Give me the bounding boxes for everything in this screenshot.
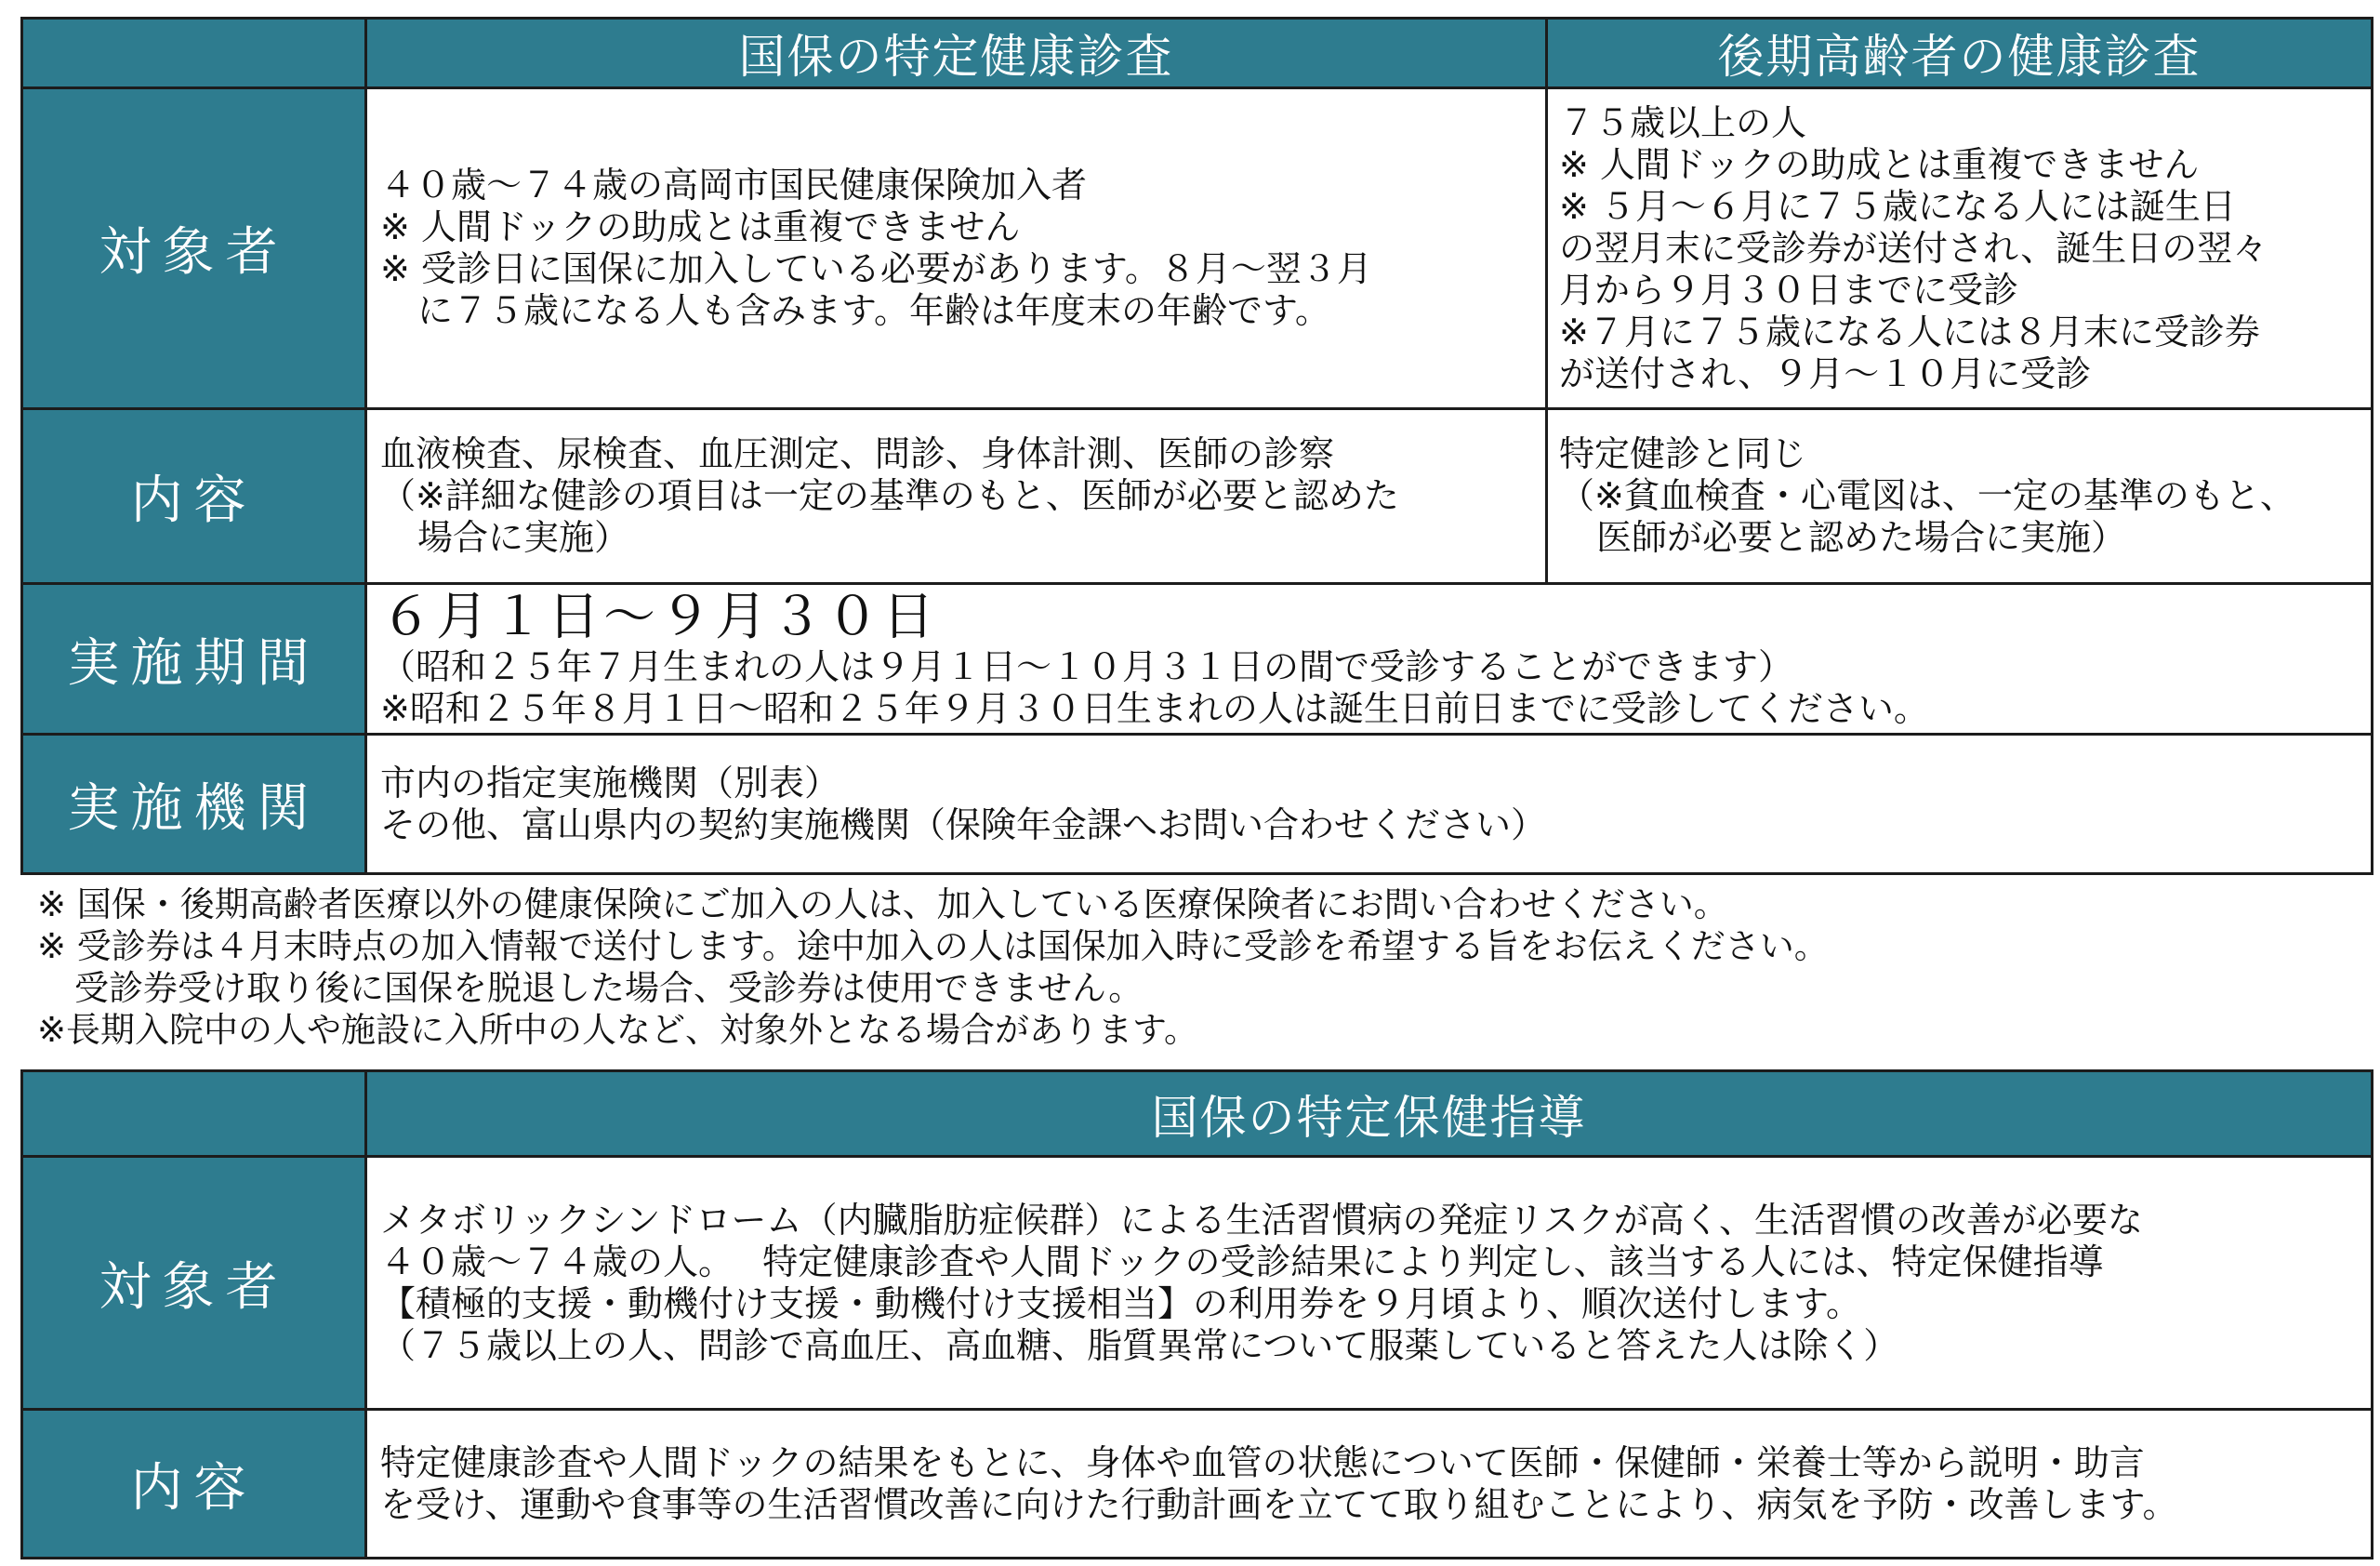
- text-line: ７５歳以上の人: [1559, 101, 1807, 143]
- shido-naiyo-cell: [366, 1410, 2373, 1559]
- text-line: ※昭和２５年８月１日～昭和２５年９月３０日生まれの人は誕生日前日までに受診してください。: [380, 687, 1929, 729]
- naiyo-kokuho-cell: [366, 409, 1547, 584]
- header-kokuho: 国保の特定健康診査: [366, 19, 1547, 88]
- row-label-taishosha: 対象者: [22, 1157, 366, 1410]
- period-main: ６月１日～９月３０日: [380, 586, 938, 647]
- text-line: 特定健診と同じ: [1559, 433, 1807, 474]
- shido-taishosha-cell: [366, 1157, 2373, 1410]
- header-shido: 国保の特定保健指導: [366, 1071, 2373, 1157]
- text-line: （昭和２５年７月生まれの人は９月１日～１０月３１日の間で受診することができます）: [380, 645, 1794, 687]
- text-line: 【積極的支援・動機付け支援・動機付け支援相当】の利用券を９月頃より、順次送付します。: [380, 1282, 1861, 1324]
- note-line: 受診券受け取り後に国保を脱退した場合、受診券は使用できません。: [74, 968, 1144, 1008]
- text-line: 市内の指定実施機関（別表）: [380, 762, 840, 803]
- text-line: ※ 人間ドックの助成とは重複できません: [380, 206, 1021, 247]
- text-line: 月から９月３０日までに受診: [1559, 269, 2019, 311]
- row-label-taishosha: 対象者: [22, 88, 366, 409]
- text-line: ※ 人間ドックの助成とは重複できません: [1559, 143, 2200, 185]
- text-line: 医師が必要と認めた場合に実施）: [1596, 517, 2127, 558]
- note-line: ※ 受診券は４月末時点の加入情報で送付します。途中加入の人は国保加入時に受診を希望する旨をお伝えください。: [37, 926, 1829, 966]
- row-label-naiyo: 内容: [22, 409, 366, 584]
- text-line: （７５歳以上の人、問診で高血圧、高血糖、脂質異常について服薬していると答えた人は除く）: [380, 1324, 1899, 1366]
- text-line: ４０歳～７４歳の人。 特定健康診査や人間ドックの受診結果により判定し、該当する人には、特定保健指導: [380, 1241, 2104, 1282]
- text-line: ※７月に７５歳になる人には８月末に受診券: [1559, 311, 2260, 352]
- text-line: その他、富山県内の契約実施機関（保険年金課へお問い合わせください）: [380, 803, 1547, 845]
- text-line: （※貧血検査・心電図は、一定の基準のもと、: [1559, 475, 2295, 516]
- text-line: が送付され、９月～１０月に受診: [1559, 352, 2092, 394]
- kenshin-table: [20, 17, 2373, 875]
- row-label-kikan: 実施期間: [22, 584, 366, 735]
- text-line: 特定健康診査や人間ドックの結果をもとに、身体や血管の状態について医師・保健師・栄養士等から説明・助言: [380, 1441, 2145, 1483]
- text-line: （※詳細な健診の項目は一定の基準のもと、医師が必要と認めた: [380, 475, 1399, 516]
- taishosha-kokuho-cell: [366, 88, 1547, 409]
- text-line: メタボリックシンドローム（内臓脂肪症候群）による生活習慣病の発症リスクが高く、生活習慣の改善が必要な: [380, 1199, 2144, 1241]
- hoken-shido-table: [20, 1069, 2373, 1559]
- row-label-kikan-org: 実施機関: [22, 735, 366, 874]
- text-line: ※ ５月～６月に７５歳になる人には誕生日: [1559, 185, 2236, 227]
- note-line: ※ 国保・後期高齢者医療以外の健康保険にご加入の人は、加入している医療保険者にお問い合わせください。: [37, 884, 1728, 924]
- header-kouki: 後期高齢者の健康診査: [1547, 19, 2373, 88]
- text-line: を受け、運動や食事等の生活習慣改善に向けた行動計画を立てて取り組むことにより、病気を予防・改善します。: [380, 1483, 2178, 1525]
- notes-block: [37, 883, 1829, 1051]
- kikan-org-cell: [366, 735, 2373, 874]
- text-line: に７５歳になる人も含みます。年齢は年度末の年齢です。: [417, 290, 1330, 331]
- text-line: ４０歳～７４歳の高岡市国民健康保険加入者: [380, 165, 1088, 206]
- header-empty-cell: [22, 1071, 366, 1157]
- kikan-cell: [366, 584, 2373, 735]
- text-line: ※ 受診日に国保に加入している必要があります。８月～翌３月: [380, 248, 1372, 289]
- text-line: 血液検査、尿検査、血圧測定、問診、身体計測、医師の診察: [380, 433, 1335, 474]
- text-line: の翌月末に受診券が送付され、誕生日の翌々: [1559, 227, 2268, 269]
- note-line: ※長期入院中の人や施設に入所中の人など、対象外となる場合があります。: [37, 1010, 1199, 1050]
- text-line: 場合に実施）: [417, 517, 630, 558]
- header-empty-cell: [22, 19, 366, 88]
- naiyo-kouki-cell: [1547, 409, 2373, 584]
- taishosha-kouki-cell: [1547, 88, 2373, 409]
- row-label-naiyo: 内容: [22, 1410, 366, 1559]
